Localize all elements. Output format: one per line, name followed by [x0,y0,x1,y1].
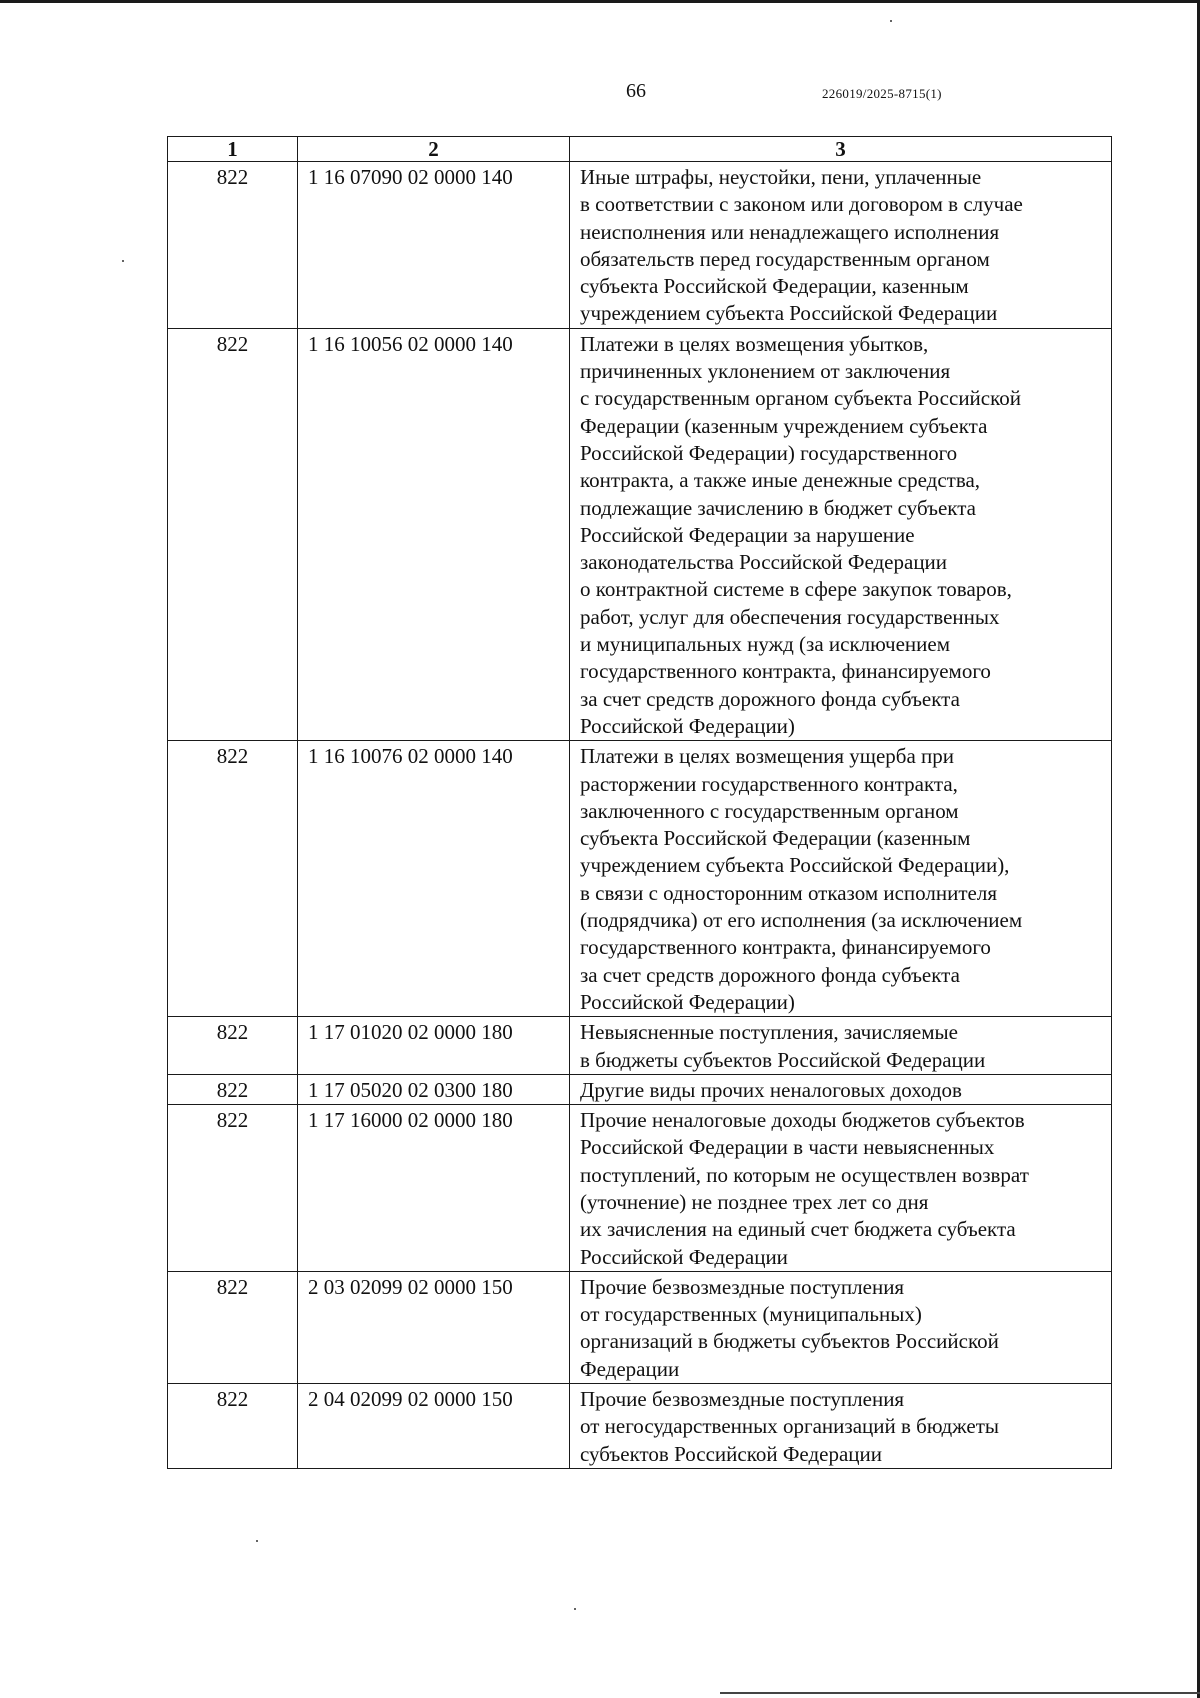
header-col-1: 1 [168,137,298,162]
description-line: организаций в бюджеты субъектов Российской [580,1329,999,1354]
scan-speck [122,260,124,262]
description-line: Прочие безвозмездные поступления [580,1387,905,1412]
description-line: в соответствии с законом или договором в случае [580,192,1023,217]
description-line: учреждением субъекта Российской Федерации), [580,853,1010,878]
description-line: Невыясненные поступления, зачисляемые [580,1020,958,1045]
description-line: государственного контракта, финансируемого [580,935,991,960]
table-body [168,162,1112,1469]
admin-code-cell: 822 [168,1074,298,1104]
description-line: с государственным органом субъекта Российской [580,386,1021,411]
revenue-description-cell [570,1017,1112,1075]
description-line: обязательств перед государственным органом [580,246,990,271]
page-number: 66 [626,80,646,102]
admin-code-cell: 822 [168,1105,298,1272]
description-line: за счет средств дорожного фонда субъекта [580,686,960,711]
description-line: (уточнение) не позднее трех лет со дня [580,1189,929,1214]
header-col-3: 3 [570,137,1112,162]
document-id: 226019/2025-8715(1) [822,86,942,101]
description-line: субъекта Российской Федерации (казенным [580,826,971,851]
admin-code-cell: 822 [168,1384,298,1469]
table-row [168,1384,1112,1469]
description-line: Прочие безвозмездные поступления [580,1274,905,1299]
table-row [168,1271,1112,1383]
description-line: подлежащие зачислению в бюджет субъекта [580,495,976,520]
description-line: Российской Федерации за нарушение [580,522,915,547]
description-line: Российской Федерации) [580,713,795,738]
admin-code-cell: 822 [168,741,298,1017]
description-line: государственного контракта, финансируемого [580,659,991,684]
admin-code-cell: 822 [168,162,298,329]
scan-border-bottom [720,1692,1200,1694]
budget-codes-table [167,136,1112,1469]
description-line: от негосударственных организаций в бюджеты [580,1414,999,1439]
budget-classification-code-cell: 1 16 10056 02 0000 140 [298,328,570,740]
revenue-description-cell [570,1074,1112,1104]
description-line: от государственных (муниципальных) [580,1302,922,1327]
description-line: Российской Федерации) [580,989,795,1014]
description-line: Платежи в целях возмещения ущерба при [580,744,955,769]
description-line: причиненных уклонением от заключения [580,359,951,384]
table-row [168,1105,1112,1272]
description-line: работ, услуг для обеспечения государственных [580,604,1000,629]
description-line: субъектов Российской Федерации [580,1441,883,1466]
budget-classification-code-cell: 2 03 02099 02 0000 150 [298,1271,570,1383]
budget-classification-code-cell: 1 17 01020 02 0000 180 [298,1017,570,1075]
revenue-description-cell [570,1271,1112,1383]
description-line: субъекта Российской Федерации, казенным [580,274,969,299]
description-line: о контрактной системе в сфере закупок товаров, [580,577,1012,602]
description-line: в бюджеты субъектов Российской Федерации [580,1047,986,1072]
description-line: Другие виды прочих неналоговых доходов [580,1077,962,1102]
description-line: за счет средств дорожного фонда субъекта [580,962,960,987]
description-line: поступлений, по которым не осуществлен возврат [580,1162,1029,1187]
table-row [168,1017,1112,1075]
description-line: в связи с односторонним отказом исполнителя [580,880,997,905]
description-line: и муниципальных нужд (за исключением [580,632,950,657]
table-row [168,1074,1112,1104]
description-line: Платежи в целях возмещения убытков, [580,331,929,356]
budget-classification-code-cell: 1 16 07090 02 0000 140 [298,162,570,329]
description-line: Иные штрафы, неустойки, пени, уплаченные [580,165,982,189]
description-line: Федерации [580,1356,680,1381]
description-line: неисполнения или ненадлежащего исполнения [580,219,1000,244]
budget-classification-code-cell: 1 16 10076 02 0000 140 [298,741,570,1017]
admin-code-cell: 822 [168,328,298,740]
description-line: Российской Федерации в части невыясненных [580,1135,995,1160]
description-line: Российской Федерации) государственного [580,440,958,465]
description-line: Прочие неналоговые доходы бюджетов субъектов [580,1108,1025,1133]
scan-speck [890,20,892,22]
revenue-description-cell [570,1384,1112,1469]
header-col-2: 2 [298,137,570,162]
table-row [168,328,1112,740]
revenue-description-cell [570,741,1112,1017]
scan-border-top [0,0,1200,3]
budget-classification-code-cell: 1 17 16000 02 0000 180 [298,1105,570,1272]
description-line: заключенного с государственным органом [580,798,959,823]
revenue-description-cell [570,162,1112,329]
budget-classification-code-cell: 2 04 02099 02 0000 150 [298,1384,570,1469]
admin-code-cell: 822 [168,1017,298,1075]
table-row [168,162,1112,329]
description-line: расторжении государственного контракта, [580,771,958,796]
revenue-description-cell [570,328,1112,740]
description-line: контракта, а также иные денежные средства, [580,468,981,493]
table-header-row [168,137,1112,162]
description-line: Федерации (казенным учреждением субъекта [580,413,988,438]
description-line: законодательства Российской Федерации [580,550,948,575]
table-row [168,741,1112,1017]
scan-speck [256,1540,258,1542]
description-line: учреждением субъекта Российской Федерации [580,301,998,326]
description-line: Российской Федерации [580,1244,788,1269]
description-line: их зачисления на единый счет бюджета субъекта [580,1217,1016,1242]
scan-speck [574,1608,576,1610]
revenue-description-cell [570,1105,1112,1272]
budget-classification-code-cell: 1 17 05020 02 0300 180 [298,1074,570,1104]
admin-code-cell: 822 [168,1271,298,1383]
description-line: (подрядчика) от его исполнения (за исключением [580,908,1023,933]
